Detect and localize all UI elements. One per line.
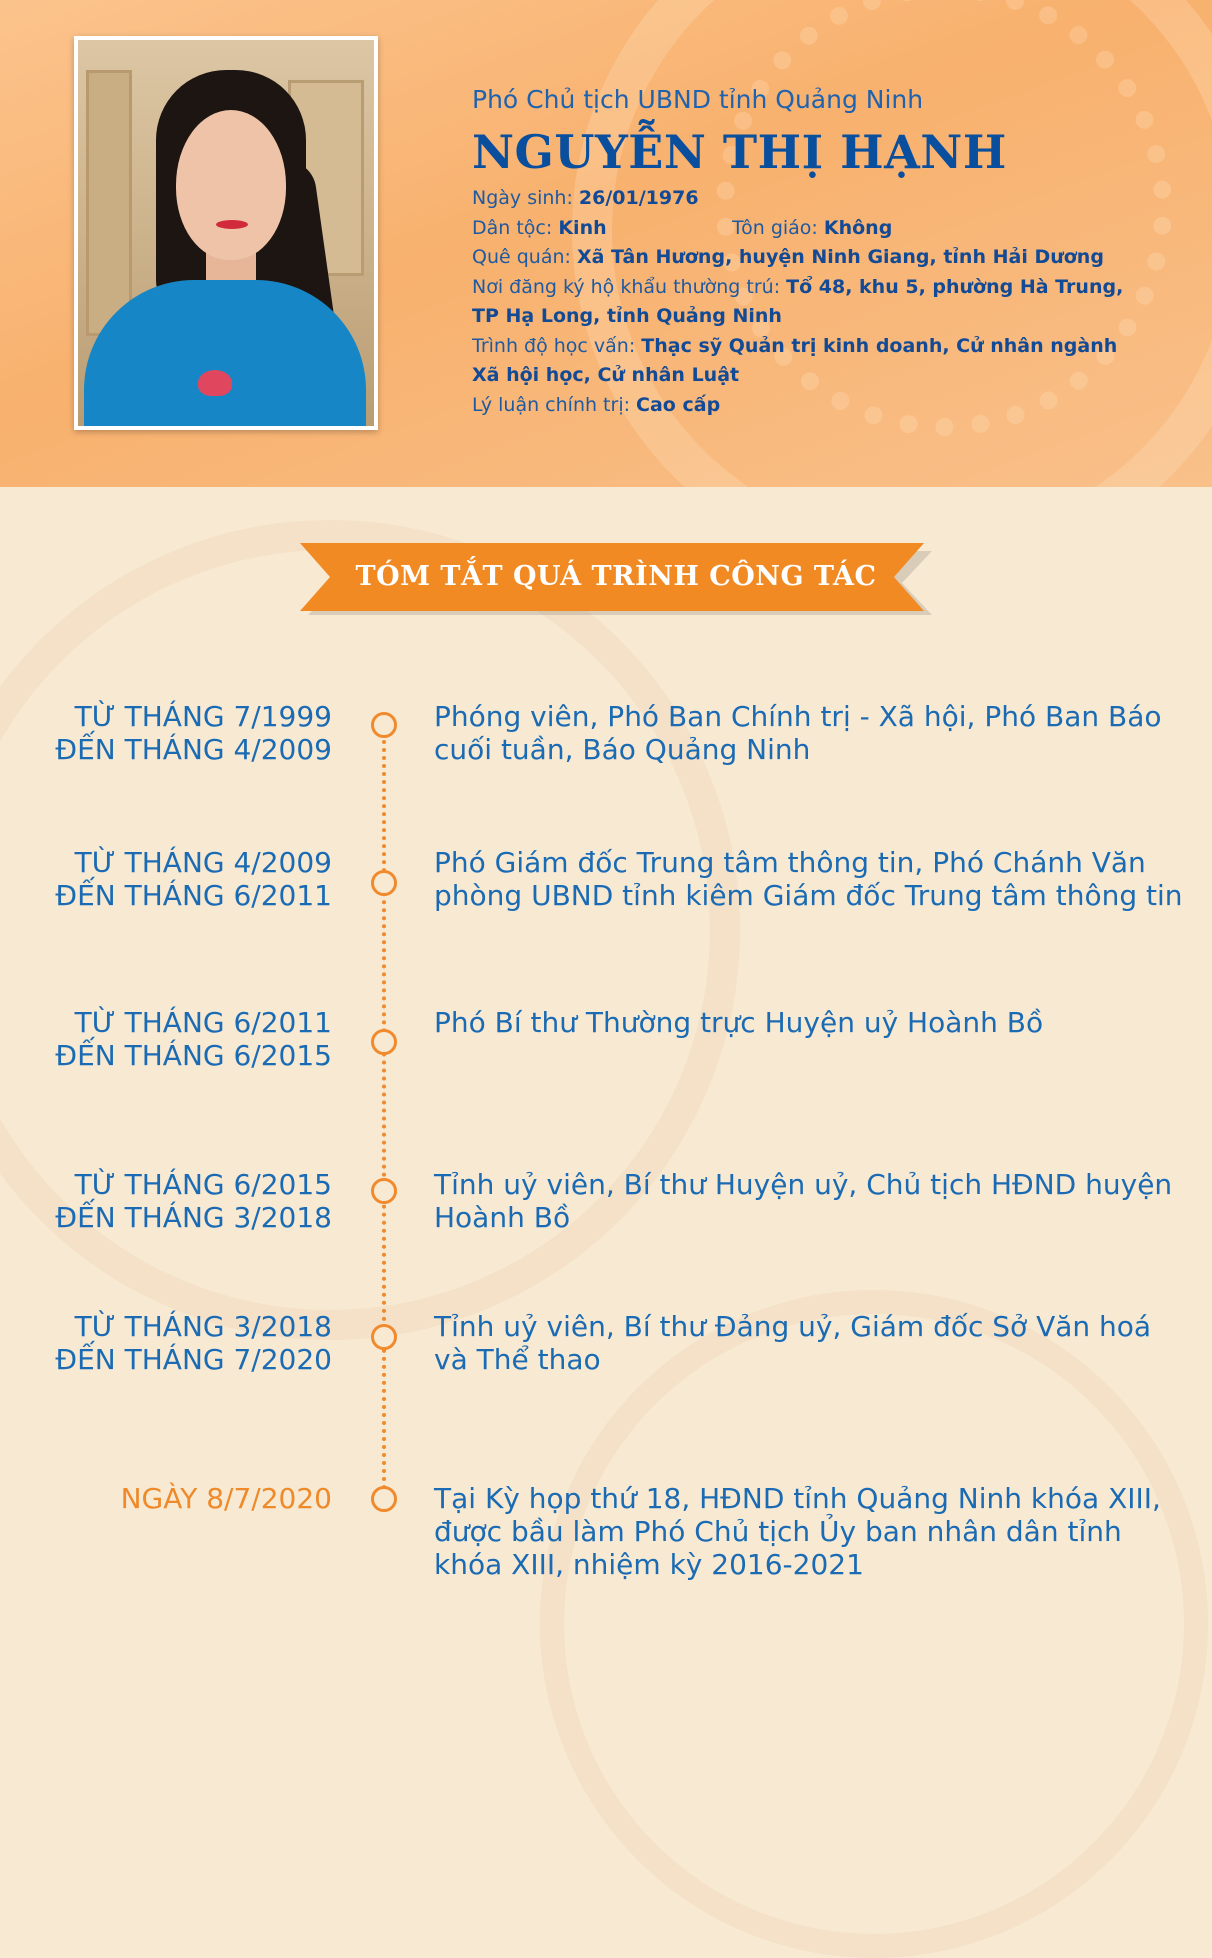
hometown: Quê quán: Xã Tân Hương, huyện Ninh Giang, tỉnh Hải Dương (472, 246, 1104, 268)
timeline-dot (371, 1029, 397, 1055)
education: Trình độ học vấn: Thạc sỹ Quản trị kinh doanh, Cử nhân ngành (472, 334, 1118, 357)
political-theory: Lý luận chính trị: Cao cấp (472, 393, 721, 416)
timeline-description: Tại Kỳ họp thứ 18, HĐND tỉnh Quảng Ninh khóa XIII, được bầu làm Phó Chủ tịch Ủy ban nhân dân tỉnh khóa XIII, nhiệm kỳ 2016-2021 (434, 1482, 1161, 1581)
position-title: Phó Chủ tịch UBND tỉnh Quảng Ninh (472, 85, 924, 114)
residence: Nơi đăng ký hộ khẩu thường trú: Tổ 48, khu 5, phường Hà Trung, (472, 275, 1124, 298)
timeline-date: TỪ THÁNG 6/2011 ĐẾN THÁNG 6/2015 (55, 1006, 332, 1072)
ethnicity: Dân tộc: Kinh (472, 216, 607, 239)
timeline-date: TỪ THÁNG 3/2018 ĐẾN THÁNG 7/2020 (55, 1310, 332, 1376)
portrait-photo (74, 36, 378, 430)
timeline-description: Phóng viên, Phó Ban Chính trị - Xã hội, Phó Ban Báo cuối tuần, Báo Quảng Ninh (434, 700, 1162, 766)
education-cont: Xã hội học, Cử nhân Luật (472, 364, 740, 386)
timeline-dot (371, 870, 397, 896)
timeline-description: Tỉnh uỷ viên, Bí thư Huyện uỷ, Chủ tịch HĐND huyện Hoành Bồ (434, 1168, 1173, 1234)
timeline-date: NGÀY 8/7/2020 (120, 1482, 332, 1515)
timeline-dot (371, 712, 397, 738)
birth-date: Ngày sinh: 26/01/1976 (472, 187, 699, 209)
residence-cont: TP Hạ Long, tỉnh Quảng Ninh (472, 305, 782, 327)
timeline-date: TỪ THÁNG 4/2009 ĐẾN THÁNG 6/2011 (55, 846, 332, 912)
section-banner (300, 543, 932, 611)
timeline-date: TỪ THÁNG 6/2015 ĐẾN THÁNG 3/2018 (55, 1168, 332, 1234)
timeline-description: Phó Bí thư Thường trực Huyện uỷ Hoành Bồ (434, 1006, 1044, 1039)
timeline-dot (371, 1324, 397, 1350)
timeline-dotted-line (382, 740, 386, 1490)
profile-info (472, 80, 1172, 420)
profile-header (0, 0, 1212, 487)
timeline-dot (371, 1486, 397, 1512)
ethnicity-religion-row (472, 214, 1172, 244)
timeline-description: Phó Giám đốc Trung tâm thông tin, Phó Chánh Văn phòng UBND tỉnh kiêm Giám đốc Trung tâm thông tin (434, 846, 1183, 912)
timeline-date: TỪ THÁNG 7/1999 ĐẾN THÁNG 4/2009 (55, 700, 332, 766)
timeline-dot (371, 1178, 397, 1204)
religion: Tôn giáo: Không (732, 216, 893, 239)
person-name: NGUYỄN THỊ HẠNH (472, 125, 1007, 179)
timeline-description: Tỉnh uỷ viên, Bí thư Đảng uỷ, Giám đốc Sở Văn hoá và Thể thao (434, 1310, 1152, 1376)
background-drum-pattern-2 (540, 1290, 1208, 1958)
section-title: TÓM TẮT QUÁ TRÌNH CÔNG TÁC (355, 561, 877, 592)
portrait-image (78, 40, 374, 426)
